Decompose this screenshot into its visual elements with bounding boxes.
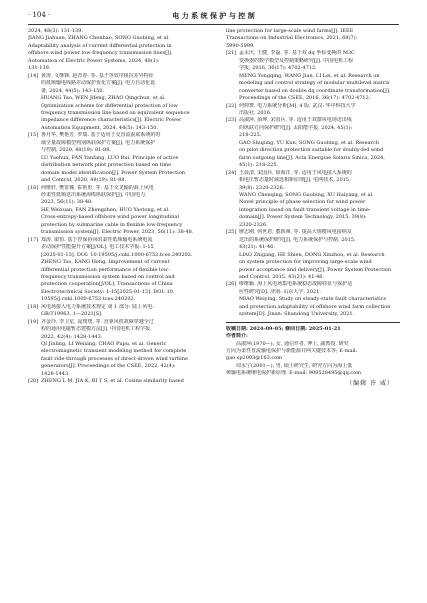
reference-item xyxy=(28,185,202,237)
reference-item xyxy=(226,170,400,230)
reference-item xyxy=(28,73,202,133)
reference-line: 2023, 56(11): 38-48. xyxy=(41,199,93,206)
reference-item xyxy=(28,378,202,385)
reference-line: MENG Yongqing, WANG Jian, LI Lei, et al. Research on xyxy=(239,72,380,79)
reference-line: 缪维颖. 海上风电场集电系统稳态故障特征与保护适 xyxy=(239,281,353,288)
reference-item xyxy=(226,229,400,281)
reference-line: 的低频输电线路差动保护优化方案[J]. 电力自动化设 xyxy=(41,80,156,87)
reference-line: and Control, 2015, 43(21): 41-46. xyxy=(239,273,325,280)
reference-line: 孟永庆, 王健, 李磊, 等. 基于双 dq 坐标变换的 M3C xyxy=(239,50,356,57)
reference-line: converter based on double dq coordinate transformation[J]. xyxy=(239,87,391,94)
reference-line: 郑涛, 康恒. 基于控保协同的柔性低频输电系统电流 xyxy=(41,236,153,243)
reference-line: frequency transmission system based on control and xyxy=(41,273,175,280)
reference-line: 2320-2326. xyxy=(239,221,268,228)
reference-line: Transactions on Industrial Electronics, 2021, 68(7): xyxy=(226,35,358,42)
author-bio xyxy=(226,341,400,363)
reference-line: Optimization scheme for differential protection of low xyxy=(41,102,178,109)
reference-line: HE Weixuan, FAN Zhengzhen, HUO Yaotong, et al. xyxy=(41,206,170,213)
reference-line: 程的通用电磁暂态建模方法[J]. 中国电机工程学报, xyxy=(41,326,152,333)
reference-line: 相电压暂态量时域选相新原理[J]. 电网技术, 2015, xyxy=(239,177,351,184)
reference-line: 45(1): 218-225. xyxy=(239,162,279,169)
reference-line: QI Jinling, LI Weixing, CHAO Pupu, et al. Generic xyxy=(41,341,167,348)
bio-line: 方向为柔性直流输电保护与新能源并网关键技术等; E-mail: xyxy=(226,348,358,355)
reference-number: [23] xyxy=(226,117,237,124)
reference-line: 域全量故障模型判别纵联保护方案[J]. 电力系统保护 xyxy=(41,139,156,146)
reference-line: 经柔性低频送出系统海缆纵联保护[J]. 中国电力, xyxy=(41,191,147,198)
bio-line: 频输电系统继电保护新原理. E-mail: 909528495@qq.com xyxy=(226,370,361,377)
right-column xyxy=(226,28,400,387)
left-reference-list xyxy=(28,73,202,386)
reference-item xyxy=(226,103,400,118)
reference-line: Automation Equipment, 2024, 44(5): 143-150. xyxy=(41,124,158,131)
reference-number: [21] xyxy=(226,50,237,57)
reference-line: fault ride-through processes of direct-driven wind turbine xyxy=(41,355,188,362)
page-header xyxy=(28,10,399,25)
reference-line: 应性研究[D]. 济南: 山东大学, 2021. xyxy=(239,288,321,295)
reference-line: Automation of Electric Power Systems, 2024, 48(1): xyxy=(28,57,160,64)
page-number: · 104 · xyxy=(28,11,51,19)
reference-line: on system protection for improving large-scale wind xyxy=(239,259,372,266)
reference-line: [2025-01-13]. DOI: 10.19595/j.cnki.1000-6753.tces.240202. xyxy=(41,251,193,258)
article-dates xyxy=(226,326,400,341)
reference-item xyxy=(28,319,202,379)
reference-line: 王晨清, 宋国兵, 徐海洋, 等. 适用于风电接入系统的 xyxy=(239,169,352,176)
reference-line: 黄涛, 文继锋, 赵青春, 等. 基于等效序阻抗差异特征 xyxy=(41,72,154,79)
reference-line: Novel principle of phase selection for wind power xyxy=(239,199,366,206)
reference-line: 变换器的数学模型及控制策略研究[J]. 中国电机工程 xyxy=(239,57,354,64)
reference-line: GB/T19963. 1—2021[S]. xyxy=(41,311,103,318)
reference-line: protection by submarine cable in flexible low-frequency xyxy=(41,221,183,228)
reference-line: protection cooperation[J/OL]. Transactions of China xyxy=(41,281,173,288)
author-bio xyxy=(226,363,400,378)
reference-line: 学报, 2016, 36(17): 4702-4712. xyxy=(239,65,317,72)
reference-line: 何仰赞. 电力系统分析[M]. 4 版. 武汉: 华中科技大学 xyxy=(239,102,356,109)
reference-line: 2024, 48(3): 131-139. xyxy=(28,28,83,34)
reference-line: 鲁月华, 樊艳芳, 罗瑞. 基于适用于交直流混联系统的时 xyxy=(41,132,161,139)
reference-number: [26] xyxy=(226,281,237,288)
reference-line: 的纵联方向保护研究[J]. 太阳能学报, 2024, 45(1): xyxy=(239,124,353,131)
reference-line: ZHENG Tao, KANG Heng. Improvement of current xyxy=(41,259,170,266)
reference-line: GAO Shuping, YU Kun, SONG Guobing, et al. Research xyxy=(239,139,379,146)
reference-line: 1428-1443. xyxy=(41,370,70,377)
reference-number: [24] xyxy=(226,169,237,176)
reference-number: [14] xyxy=(28,72,39,79)
reference-line: 备, 2024, 44(5): 143-150. xyxy=(41,87,105,94)
continued-reference xyxy=(226,28,400,50)
reference-number: [19] xyxy=(28,318,39,325)
reference-number: [16] xyxy=(28,184,39,191)
reference-line: on pilot direction protection suitable for doubly-fed wind xyxy=(239,147,384,154)
reference-line: LIAO Zhigang, HE Shien, DONG Xinzhou, et al. Research xyxy=(239,251,385,258)
reference-line: and protection adaptability of offshore wind farm collection xyxy=(239,303,391,310)
reference-line: frequency transmission line based on equivalent sequence xyxy=(41,109,190,116)
reference-line: 差动保护性能提升方案[J/OL]. 电工技术学报: 1-15 xyxy=(41,244,154,251)
reference-line: JIANG Jiahuan, ZHANG Chenhao, SONG Guobing, et al. xyxy=(28,35,170,42)
reference-line: domain[J]. Power System Technology, 2015, 39(8): xyxy=(239,214,367,221)
reference-number: [18] xyxy=(28,303,39,310)
reference-line: 何维轩, 樊征臻, 霍艳彤, 等. 基于交叉输的海上风电 xyxy=(41,184,154,191)
footer-divider xyxy=(226,322,400,323)
bio-line: 周永宁(2001—), 男, 硕士研究生, 研究方向为海上低 xyxy=(236,362,353,369)
reference-line: integration based on fault transient voltage in time- xyxy=(239,206,371,213)
reference-line: impedance difference characteristics[J]. Electric Power xyxy=(41,117,182,124)
editor-note: （编辑 许 威） xyxy=(346,379,394,387)
reference-number: [20] xyxy=(28,378,39,385)
reference-line: electromagnetic transient modeling method for complete xyxy=(41,348,187,355)
reference-line: LU Yuehua, FAN Yanfang, LUO Rui. Principle of active xyxy=(41,154,179,161)
reference-line: 廖志刚, 何世恩, 董新洲, 等. 提高大规模风电接纳及 xyxy=(239,229,352,236)
reference-number: [15] xyxy=(28,132,39,139)
continued-reference xyxy=(28,28,202,73)
reference-line: 39(8): 2320-2326. xyxy=(239,184,285,191)
left-column xyxy=(28,28,202,386)
reference-line: distribution network pilot protection based on time xyxy=(41,162,172,169)
reference-number: [25] xyxy=(226,229,237,236)
reference-line: 5990-5999. xyxy=(226,42,255,49)
reference-line: 高淑萍, 俞坤, 宋国兵, 等. 适用于双馈风电场送出线 xyxy=(239,117,352,124)
author-heading: 作者简介: xyxy=(226,333,248,340)
right-reference-list xyxy=(226,50,400,318)
reference-item xyxy=(226,50,400,102)
reference-line: Cross-entropy-based offshore wind power longitudinal xyxy=(41,214,179,221)
reference-line: 送出的系统保护研究[J]. 电力系统保护与控制, 2015, xyxy=(239,236,356,243)
reference-item xyxy=(28,304,202,319)
reference-line: offshore wind power low-frequency transmission lines[J]. xyxy=(28,50,173,57)
reference-number: [22] xyxy=(226,102,237,109)
reference-line: power acceptance and delivery[J]. Power System Protection xyxy=(239,266,392,273)
reference-line: transmission system[J]. Electric Power, 2023, 56(11): 38-48. xyxy=(41,229,194,236)
bio-line: 高淑萍(1970—), 女, 通信作者, 博士, 副教授, 研究 xyxy=(236,340,349,347)
reference-line: Adaptability analysis of current differential protection in xyxy=(28,42,172,49)
reference-line: differential protection performance of flexible low- xyxy=(41,266,170,273)
reference-line: 19595/j.cnki.1000-6753.tces.240202. xyxy=(41,296,136,303)
reference-line: ZHENG L M, JIA K, BI T S, et al. Cosine similarity based xyxy=(41,378,184,385)
reference-line: Proceedings of the CSEE, 2016, 36(17): 4702-4712. xyxy=(239,95,371,102)
reference-item xyxy=(28,132,202,184)
reference-line: farm outgoing line[J]. Acta Energiae Solaris Sinica, 2024, xyxy=(239,154,385,161)
reference-item xyxy=(226,117,400,169)
author-bios xyxy=(226,341,400,378)
reference-line: domain model identification[J]. Power System Protection xyxy=(41,169,185,176)
reference-line: 2022, 42(4): 1428-1443. xyxy=(41,333,103,340)
bio-line: gao sp2003@163.com xyxy=(226,355,282,362)
reference-line: WANG Chenqing, SONG Guobing, XU Haiyang, et al. xyxy=(239,191,374,198)
reference-item xyxy=(28,237,202,304)
reference-line: 218-225. xyxy=(239,132,262,139)
reference-line: modeling and control strategy of modular multilevel matrix xyxy=(239,80,390,87)
reference-line: Electrotechnical Society: 1-15[2025-01-13]. DOI: 10. xyxy=(41,288,175,295)
reference-number: [17] xyxy=(28,236,39,243)
reference-line: 齐金玲, 李卫星, 晁璞璞, 等. 直驱风机故障穿越全过 xyxy=(41,318,154,325)
reference-line: 131-139. xyxy=(28,65,51,72)
reference-line: 与控制, 2020, 48(19): 81-88. xyxy=(41,147,111,154)
received-revised-dates: 收稿日期: 2024-09-05; 修回日期: 2025-01-21 xyxy=(226,325,341,332)
reference-item xyxy=(226,281,400,318)
journal-title: 电 力 系 统 保 护 与 控 制 xyxy=(172,11,255,20)
reference-line: HUANG Tao, WEN Jifeng, ZHAO Qingchun, et al. xyxy=(41,95,166,102)
reference-line: line protection for large-scale wind farms[J]. IEEE xyxy=(226,28,354,34)
reference-line: and Control, 2020, 48(19): 81-88. xyxy=(41,177,127,184)
reference-line: generators[J]. Proceedings of the CSEE, 2022, 42(4): xyxy=(41,363,176,370)
reference-line: 出版社, 2016. xyxy=(239,109,272,116)
reference-line: system[D]. Jinan: Shandong University, 2021. xyxy=(239,311,355,318)
reference-line: 风电场接入电力系统技术规定 第 1 部分: 陆上风电: xyxy=(41,303,154,310)
reference-line: MIAO Weiying. Study on steady-state fault characteristics xyxy=(239,296,387,303)
reference-line: 43(21): 41-46. xyxy=(239,244,275,251)
